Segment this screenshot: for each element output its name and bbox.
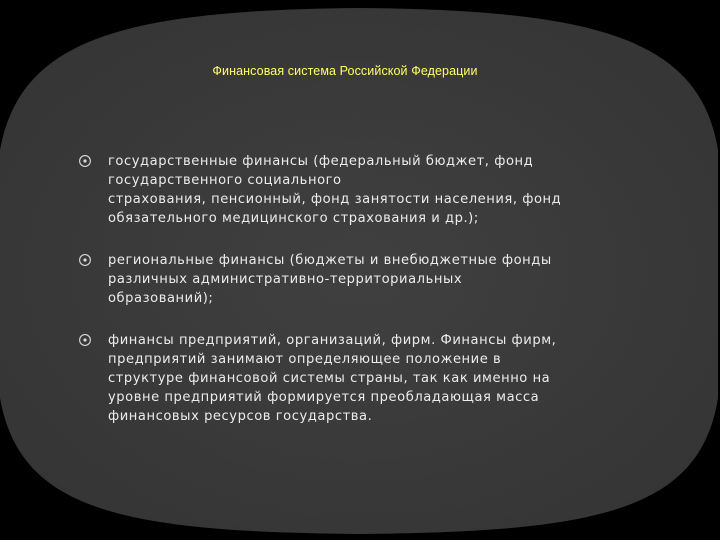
bullet-line: различных административно-территориальных [108, 272, 463, 287]
circled-dot-icon [78, 154, 92, 168]
bullet-line: государственные финансы (федеральный бюджет, фонд [108, 154, 534, 169]
bullet-line: финансовых ресурсов государства. [108, 409, 373, 424]
bullet-text [108, 331, 618, 426]
circled-dot-icon [78, 253, 92, 267]
bullet-line: финансы предприятий, организаций, фирм. Финансы фирм, [108, 333, 557, 348]
bullet-line: предприятий занимают определяющее положение в [108, 352, 502, 367]
slide-title: Финансовая система Российской Федерации [212, 64, 478, 78]
bullet-item-enterprise-finances [78, 331, 618, 426]
bullet-line: государственного социального [108, 173, 342, 188]
bullet-line: структуре финансовой системы страны, так как именно на [108, 371, 551, 386]
bullet-line: обязательного медицинского страхования и др.); [108, 211, 479, 226]
bullet-line: образований); [108, 291, 214, 306]
bullet-text [108, 251, 618, 308]
bullet-line: страхования, пенсионный, фонд занятости населения, фонд [108, 192, 562, 207]
bullet-line: региональные финансы (бюджеты и внебюджетные фонды [108, 253, 552, 268]
bullet-line: уровне предприятий формируется преобладающая масса [108, 390, 540, 405]
circled-dot-icon [78, 333, 92, 347]
bullet-text [108, 152, 618, 228]
bullet-item-regional-finances [78, 251, 618, 308]
bullet-list [78, 152, 618, 426]
bullet-item-state-finances [78, 152, 618, 228]
